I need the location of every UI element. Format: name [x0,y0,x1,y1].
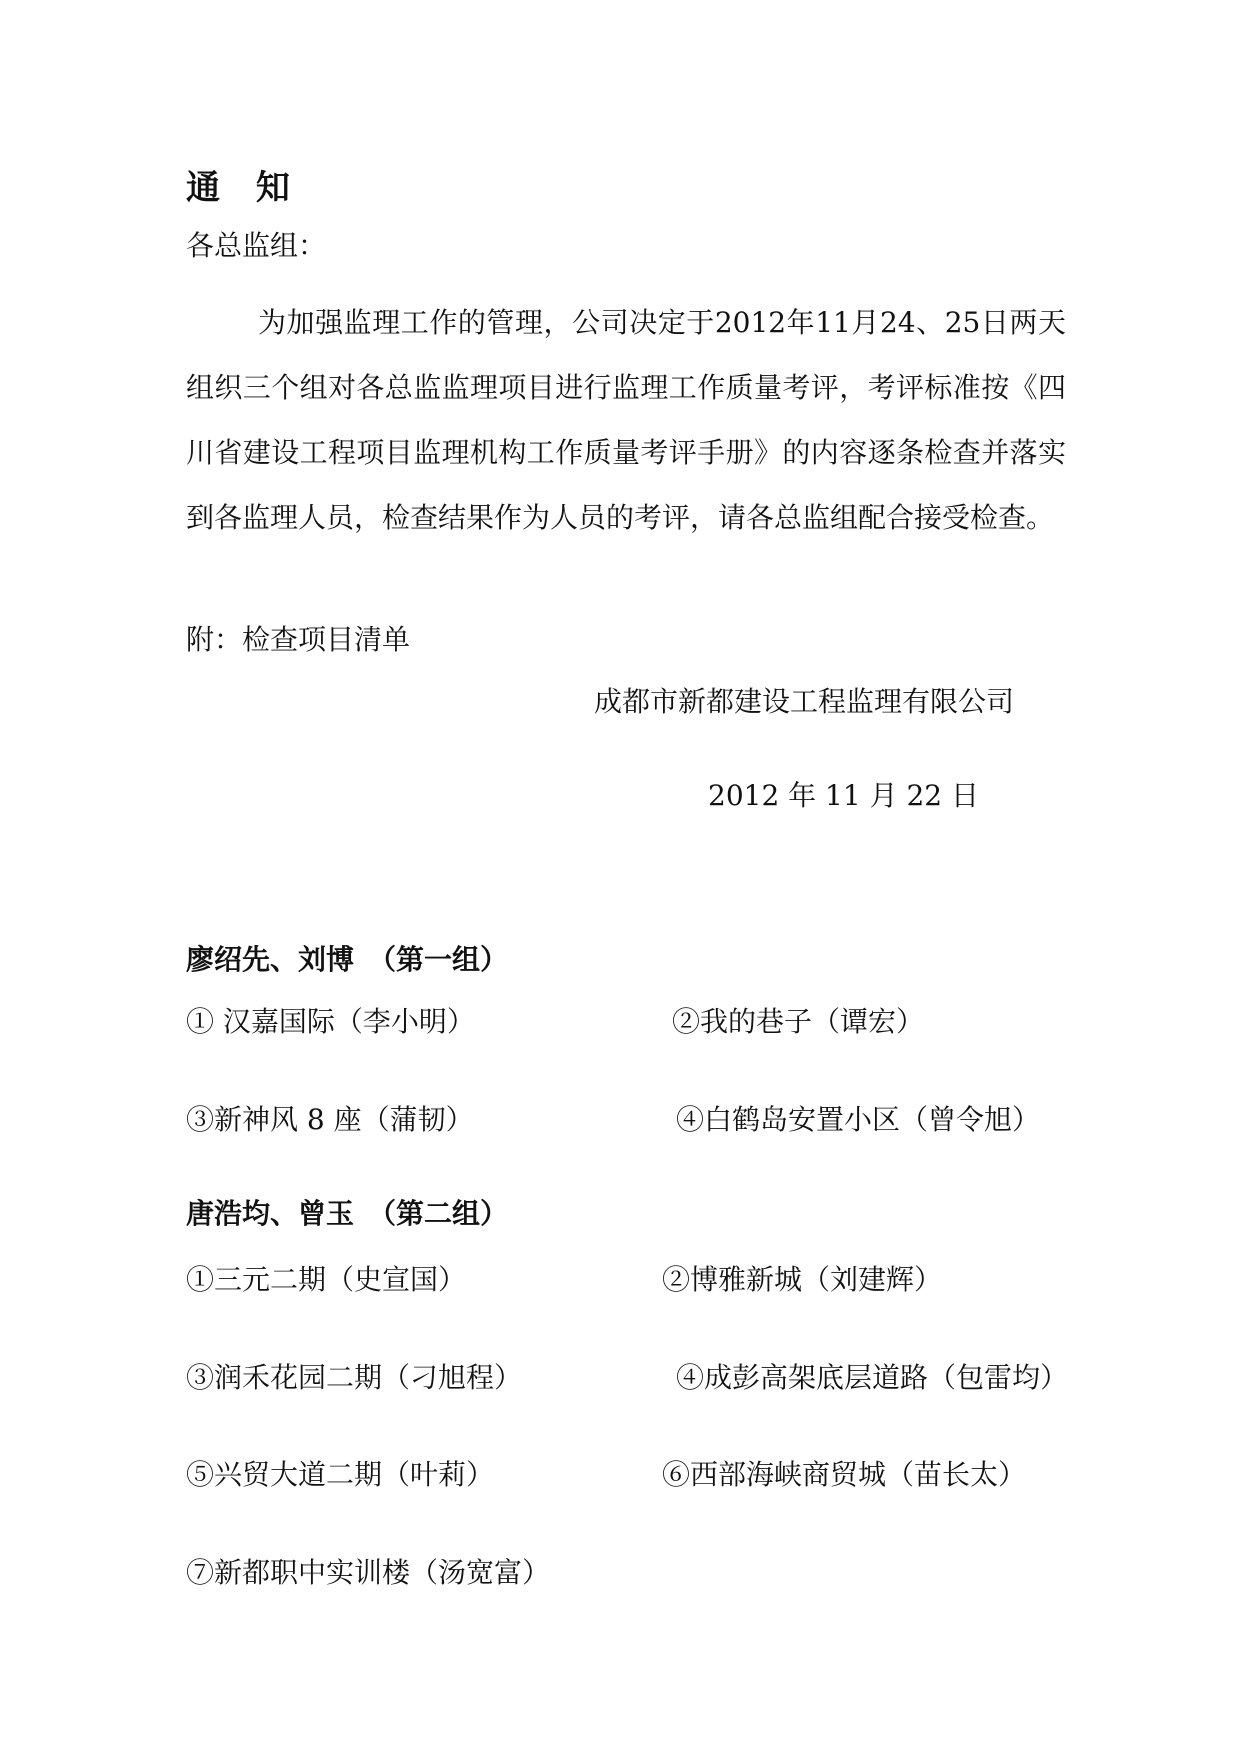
group-2-item-2: ②博雅新城（刘建辉） [662,1263,943,1296]
attachment-prefix: 附： [186,623,243,656]
group-1-item-2: ②我的巷子（谭宏） [672,1005,925,1038]
group-1-heading: 廖绍先、刘博 （第一组） [186,943,509,976]
signature-company: 成都市新都建设工程监理有限公司 [594,685,1015,718]
signature-date: 2012 年 11 月 22 日 [708,779,980,812]
attachment-line [186,618,410,658]
notice-title: 通 知 [186,168,302,208]
attachment-text: 检查项目清单 [242,623,411,656]
group-1-item-3: ③新神风 8 座（蒲韧） [186,1103,474,1136]
group-2-item-4: ④成彭高架底层道路（包雷均） [676,1361,1069,1394]
group-1-item-4: ④白鹤岛安置小区（曾令旭） [676,1103,1041,1136]
group-2-item-7: ⑦新都职中实训楼（汤宽富） [186,1556,551,1589]
notice-body: 为加强监理工作的管理，公司决定于2012年11月24、25日两天组织三个组对各总监监理项目进行监理工作质量考评，考评标准按《四川省建设工程项目监理机构工作质量考评手册》的内容逐条检查并落实到各监理人员，检查结果作为人员的考评，请各总监组配合接受检查。 [186,306,1066,534]
group-2-item-6: ⑥西部海峡商贸城（苗长太） [662,1458,1027,1491]
group-2-item-5: ⑤兴贸大道二期（叶莉） [186,1458,495,1491]
group-1-item-1: ① 汉嘉国际（李小明） [186,1005,475,1038]
group-2-item-1: ①三元二期（史宣国） [186,1263,467,1296]
group-2-heading: 唐浩均、曾玉 （第二组） [186,1197,509,1230]
salutation: 各总监组： [186,229,327,262]
group-2-item-3: ③润禾花园二期（刁旭程） [186,1361,523,1394]
